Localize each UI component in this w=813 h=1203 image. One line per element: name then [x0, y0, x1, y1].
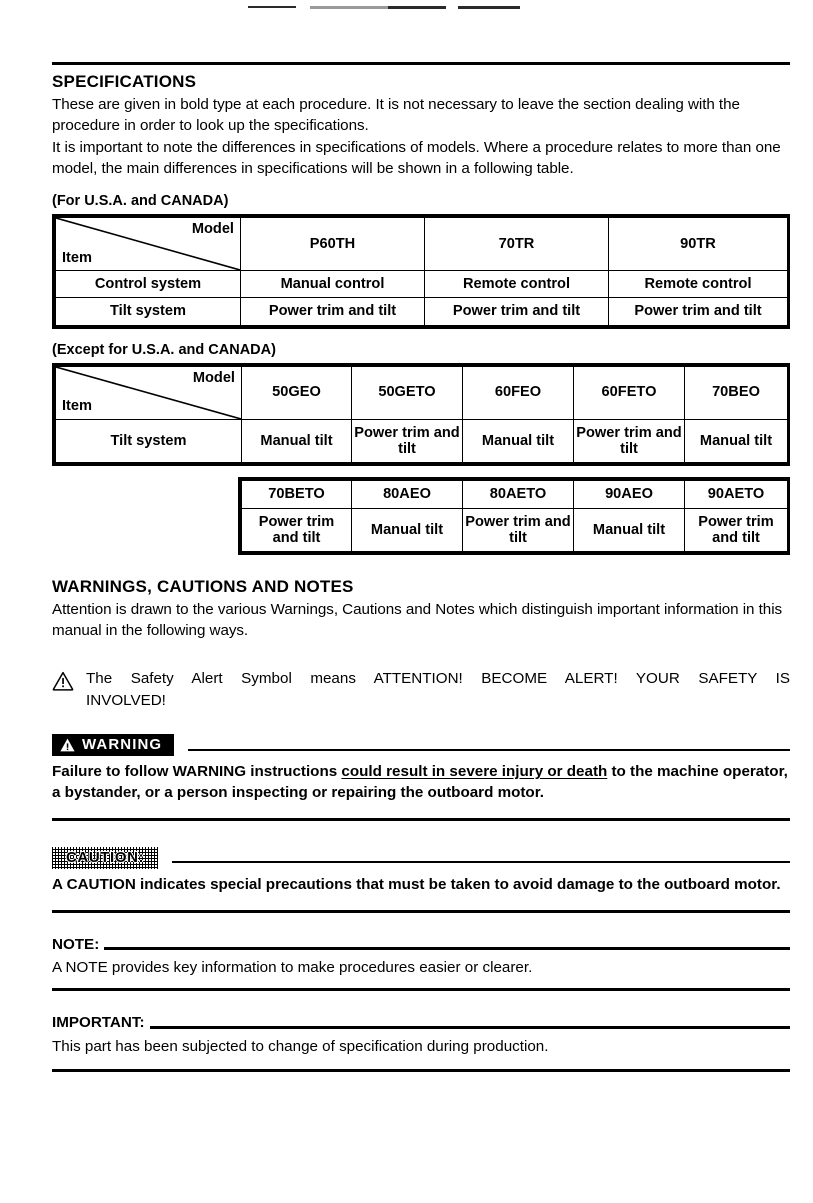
- important-label-row: [52, 1015, 790, 1030]
- table3-cell: Manual tilt: [352, 508, 463, 552]
- table1-row-label: Tilt system: [56, 298, 241, 325]
- table-row: [242, 508, 788, 552]
- table3-col-header: 70BETO: [242, 481, 352, 508]
- table-row: [242, 481, 788, 508]
- table3-cell: Power trim and tilt: [463, 508, 574, 552]
- warnings-paragraph: Attention is drawn to the various Warnings, Cautions and Notes which distinguish important information in this manual in the following ways.: [52, 600, 783, 640]
- warning-badge-rule: [188, 749, 790, 751]
- warning-badge-label: WARNING: [82, 736, 163, 754]
- table-row: [56, 298, 788, 325]
- caution-badge-label: CAUTION:: [66, 848, 145, 866]
- table2-col-header: 70BEO: [685, 366, 788, 419]
- warning-text-after: to the machine operator, a bystander, or a person inspecting or repairing the outboard motor.: [52, 763, 788, 801]
- scan-artifact: [310, 6, 388, 9]
- specifications-table-continuation: [241, 480, 788, 552]
- important-block-divider: [52, 1069, 790, 1072]
- page-title-specifications: SPECIFICATIONS: [52, 72, 197, 91]
- specifications-table-except-usa-canada: [55, 366, 788, 464]
- table1-cell: Power trim and tilt: [425, 298, 609, 325]
- scan-artifact: [388, 6, 446, 9]
- table1-item-label: Item: [62, 249, 93, 266]
- important-label-rule: [150, 1026, 790, 1029]
- table-row: [56, 217, 788, 270]
- section-divider-top: [52, 62, 790, 65]
- table-row: [56, 270, 788, 297]
- table3-col-header: 90AEO: [574, 481, 685, 508]
- scan-artifact: [248, 6, 296, 8]
- table2-cell: Manual tilt: [242, 419, 352, 463]
- table1-model-label: Model: [191, 220, 234, 237]
- table2-cell: Manual tilt: [463, 419, 574, 463]
- table3-cell: Manual tilt: [574, 508, 685, 552]
- table3-col-header: 80AEO: [352, 481, 463, 508]
- table2-cell: Power trim and tilt: [574, 419, 685, 463]
- note-label: NOTE:: [52, 935, 100, 953]
- table2-col-header: 60FETO: [574, 366, 685, 419]
- table3-col-header: 80AETO: [463, 481, 574, 508]
- table3-wrapper: [238, 477, 790, 555]
- table1-cell: Remote control: [425, 270, 609, 297]
- note-block-divider: [52, 988, 790, 991]
- page-content: [52, 62, 790, 1072]
- table1-col-header: 70TR: [425, 217, 609, 270]
- caution-badge-row: [52, 847, 790, 869]
- safety-alert-text: [86, 668, 790, 712]
- important-label: IMPORTANT:: [52, 1014, 145, 1032]
- table1-cell: Power trim and tilt: [241, 298, 425, 325]
- warning-text-underlined: could result in severe injury or death: [341, 763, 608, 781]
- table1-cell: Manual control: [241, 270, 425, 297]
- table2-wrapper: [52, 363, 790, 467]
- note-label-row: [52, 937, 790, 952]
- table1-cell: Remote control: [609, 270, 788, 297]
- warning-text-before: Failure to follow WARNING instructions: [52, 763, 342, 781]
- specifications-table-usa-canada: [55, 217, 788, 326]
- table3-cell: Power trim and tilt: [685, 508, 788, 552]
- important-text: This part has been subjected to change of specification during production.: [52, 1037, 549, 1055]
- table1-col-header: 90TR: [609, 217, 788, 270]
- safety-alert-triangle-icon: [52, 671, 76, 696]
- table2-col-header: 50GEO: [242, 366, 352, 419]
- table1-wrapper: [52, 214, 790, 329]
- table3-cell: Power trim and tilt: [242, 508, 352, 552]
- table-row: [56, 366, 788, 419]
- table1-caption: (For U.S.A. and CANADA): [52, 192, 229, 209]
- table2-row-label: Tilt system: [56, 419, 242, 463]
- status-badge-caution: [52, 847, 158, 869]
- table1-col-header: P60TH: [241, 217, 425, 270]
- warning-text: [52, 762, 790, 804]
- warning-badge-row: [52, 734, 790, 756]
- table2-item-label: Item: [62, 398, 93, 415]
- table3-col-header: 90AETO: [685, 481, 788, 508]
- table1-corner-cell: [56, 217, 241, 270]
- table1-row-label: Control system: [56, 270, 241, 297]
- page-title-warnings-cautions-notes: WARNINGS, CAUTIONS AND NOTES: [52, 577, 354, 597]
- safety-alert-row: [52, 668, 790, 712]
- table1-cell: Power trim and tilt: [609, 298, 788, 325]
- caution-block-divider: [52, 910, 790, 913]
- note-text: A NOTE provides key information to make procedures easier or clearer.: [52, 959, 533, 977]
- table2-corner-cell: [56, 366, 242, 419]
- table2-col-header: 50GETO: [352, 366, 463, 419]
- specifications-paragraph-2: It is important to note the differences in specifications of models. Where a procedure relates to more than one model, the main differences in specifications will be shown in a following table.: [52, 138, 781, 178]
- caution-text: A CAUTION indicates special precautions that must be taken to avoid damage to the outboard motor.: [52, 875, 781, 893]
- table2-caption: (Except for U.S.A. and CANADA): [52, 341, 276, 358]
- status-badge-warning: [52, 734, 174, 756]
- warning-block-divider: [52, 818, 790, 821]
- warning-triangle-icon: [60, 738, 75, 752]
- table2-cell: Power trim and tilt: [352, 419, 463, 463]
- safety-alert-line-1: The Safety Alert Symbol means ATTENTION! BECOME ALERT! YOUR SAFETY IS: [86, 669, 790, 687]
- table2-model-label: Model: [192, 369, 235, 386]
- table-row: [56, 419, 788, 463]
- scan-artifact: [458, 6, 520, 9]
- caution-badge-rule: [172, 861, 790, 863]
- safety-alert-line-2: INVOLVED!: [86, 692, 166, 709]
- table2-cell: Manual tilt: [685, 419, 788, 463]
- table2-col-header: 60FEO: [463, 366, 574, 419]
- note-label-rule: [104, 947, 790, 950]
- specifications-paragraph-1: These are given in bold type at each procedure. It is not necessary to leave the section dealing with the procedure in order to look up the specifications.: [52, 95, 740, 135]
